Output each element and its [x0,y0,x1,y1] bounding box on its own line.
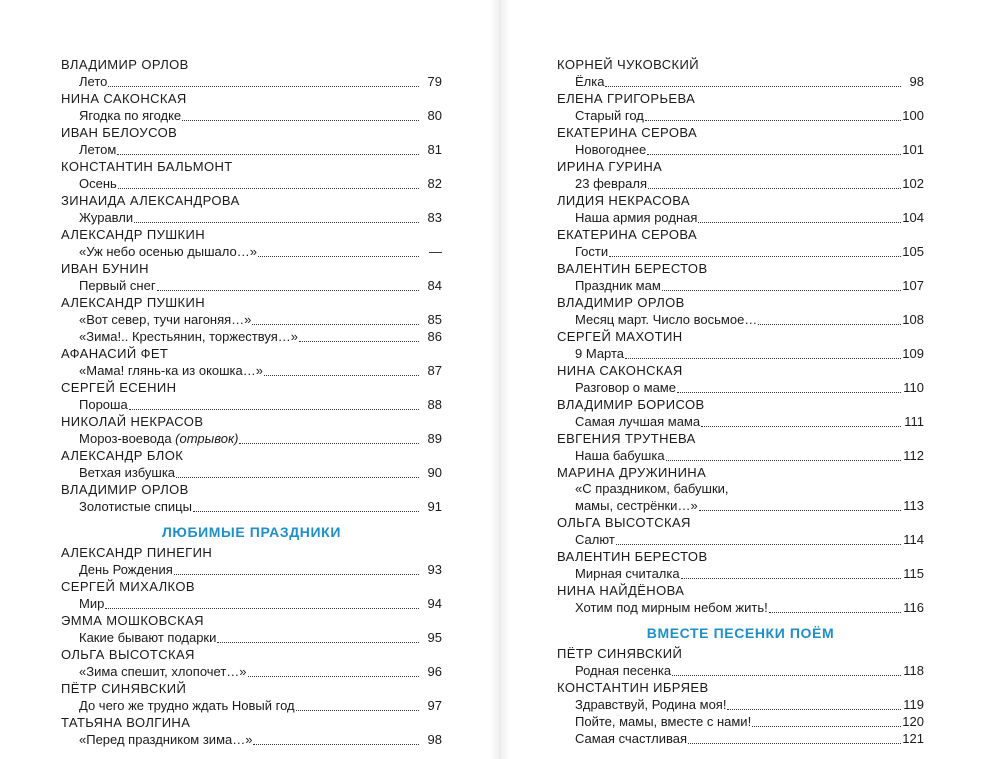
toc-entry[interactable] [557,599,924,616]
entry-title-text: Родная песенка [575,662,672,678]
entry-title-text: «Вот север, тучи нагоняя…» [79,311,252,327]
entry-title [79,630,216,647]
page-number: 94 [427,595,442,611]
dot-leader [118,175,419,189]
entry-title [575,566,680,583]
entry-title-text: «Перед праздником зима…» [79,731,253,747]
author-name: СЕРГЕЙ ЕСЕНИН [61,380,177,395]
toc-author-block [61,380,442,413]
page-number: 90 [427,464,442,480]
toc-entry[interactable] [557,175,924,192]
entry-title-text: «Мама! глянь-ка из окошка…» [79,362,263,378]
right-toc-part-1 [557,57,924,616]
dot-leader [677,379,901,393]
dot-leader [252,311,419,325]
page-number: 113 [903,497,924,513]
toc-author-block [557,261,924,294]
toc-author-block [557,583,924,616]
entry-title-text: Ёлка [575,73,605,89]
dot-leader [296,697,419,711]
entry-title [79,431,238,448]
toc-author-block [557,329,924,362]
entry-title [79,176,117,193]
author-name: НИКОЛАЙ НЕКРАСОВ [61,414,204,429]
entry-title-text: Салют [575,531,615,547]
dot-leader [672,662,901,676]
entry-title [79,732,252,749]
entry-title-text: До чего же трудно ждать Новый год [79,697,295,713]
page-number: 110 [903,379,924,395]
dot-leader [248,663,419,677]
toc-author-block [61,613,442,646]
toc-entry[interactable] [557,662,924,679]
entry-title-text: «Уж небо осенью дышало…» [79,243,257,259]
author-name: НИНА САКОНСКАЯ [61,91,187,106]
entry-title-text: Ветхая избушка [79,464,176,480]
toc-entry[interactable] [557,73,924,90]
dot-leader [129,396,419,410]
author-name: ВЛАДИМИР ОРЛОВ [61,57,189,72]
entry-title-text: Золотистые спицы [79,498,192,514]
page-number: 105 [902,243,924,259]
toc-entry[interactable] [557,345,924,362]
page-number: 116 [903,599,924,615]
entry-title-text: Новогоднее [575,141,647,157]
entry-title [575,74,604,91]
page-number: 85 [427,311,442,327]
author-name: АЛЕКСАНДР ПУШКИН [61,227,206,242]
entry-title [575,532,615,549]
toc-author-block [557,549,924,582]
toc-entry[interactable] [61,107,442,124]
page-number: 80 [427,107,442,123]
entry-title [575,663,671,680]
toc-entry[interactable] [61,362,442,379]
entry-title [575,448,665,465]
toc-author-block [557,465,924,514]
toc-entry[interactable] [557,379,924,396]
author-name: ВАЛЕНТИН БЕРЕСТОВ [557,261,708,276]
entry-title-text: 23 февраля [575,175,647,191]
page-number: 98 [909,73,924,89]
page-number: 101 [902,141,924,157]
entry-title-text: Старый год [575,107,644,123]
toc-author-block [557,515,924,548]
toc-entry[interactable] [61,498,442,515]
toc-author-block [557,57,924,90]
toc-entry[interactable] [61,141,442,158]
entry-title-text: Осень [79,175,117,191]
toc-entry[interactable] [557,413,924,430]
entry-title-text: Какие бывают подарки [79,629,217,645]
entry-title [575,731,687,748]
page-number: 118 [903,662,924,678]
entry-title-text: Журавли [79,209,134,225]
toc-author-block [61,545,442,578]
toc-entry[interactable] [61,561,442,578]
page-number: 115 [903,565,924,581]
toc-entry[interactable] [61,396,442,413]
entry-title-text: Мороз-воевода [79,430,176,446]
entry-title-text: День Рождения [79,561,173,577]
toc-author-block [557,680,924,747]
dot-leader [264,362,419,376]
dot-leader [662,277,901,291]
entry-title-text: Гости [575,243,609,259]
right-toc-part-2 [557,646,924,747]
toc-entry[interactable] [61,595,442,612]
author-name: ИВАН БЕЛОУСОВ [61,125,178,140]
section-heading-sing-together: ВМЕСТЕ ПЕСЕНКИ ПОЁМ [646,625,835,641]
author-name: АЛЕКСАНДР ПУШКИН [61,295,206,310]
dot-leader [253,731,419,745]
dot-leader [701,413,901,427]
toc-entry[interactable] [61,328,442,345]
entry-title [575,142,646,159]
toc-entry[interactable] [557,243,924,260]
entry-title [79,664,247,681]
toc-author-block [557,125,924,158]
toc-author-block [61,482,442,515]
dot-leader [647,141,901,155]
toc-author-block [557,295,924,328]
entry-title-line: «С праздником, бабушки, [575,481,729,496]
dot-leader [616,531,901,545]
entry-title [79,499,192,516]
toc-author-block [61,414,442,447]
page-number: 88 [427,396,442,412]
entry-title-text: мамы, сестрёнки…» [575,497,698,513]
toc-author-block [61,715,442,748]
author-name: ВАЛЕНТИН БЕРЕСТОВ [557,549,708,564]
toc-entry[interactable] [557,696,924,713]
dot-leader [645,107,901,121]
entry-title [575,278,661,295]
author-name: АЛЕКСАНДР БЛОК [61,448,184,463]
page-number: 83 [427,209,442,225]
page-number: 100 [902,107,924,123]
author-name: НИНА НАЙДЁНОВА [557,583,685,598]
entry-title [79,363,263,380]
page-number: 102 [902,175,924,191]
toc-entry[interactable] [61,430,442,447]
page-number: 119 [903,696,924,712]
author-name: СЕРГЕЙ МИХАЛКОВ [61,579,195,594]
entry-title-text: Ягодка по ягодке [79,107,182,123]
dot-leader [698,209,901,223]
dot-leader [605,73,901,87]
entry-title-text: Праздник мам [575,277,661,293]
toc-entry[interactable] [61,731,442,748]
entry-title [79,142,116,159]
entry-title-text: Наша бабушка [575,447,665,463]
dot-leader [648,175,901,189]
entry-title [79,210,133,227]
toc-entry[interactable] [557,565,924,582]
author-name: ЕКАТЕРИНА СЕРОВА [557,227,698,242]
toc-entry[interactable] [557,713,924,730]
toc-author-block [557,193,924,226]
entry-title [575,697,726,714]
entry-title [575,244,608,261]
author-name: ПЁТР СИНЯВСКИЙ [61,681,187,696]
page-number: 108 [902,311,924,327]
dot-leader [609,243,901,257]
entry-title [79,244,257,261]
right-page [500,0,1000,759]
toc-author-block [61,193,442,226]
page-number: 79 [427,73,442,89]
dot-leader [752,713,901,727]
toc-author-block [557,227,924,260]
author-name: ЕКАТЕРИНА СЕРОВА [557,125,698,140]
section-heading-favorite-holidays: ЛЮБИМЫЕ ПРАЗДНИКИ [162,524,341,540]
toc-entry[interactable] [557,107,924,124]
dot-leader [625,345,901,359]
dot-leader [176,464,419,478]
entry-title [79,74,107,91]
entry-title [79,596,104,613]
toc-entry[interactable] [61,663,442,680]
author-name: КОРНЕЙ ЧУКОВСКИЙ [557,57,699,72]
page-number: 89 [427,430,442,446]
entry-title [79,698,295,715]
dot-leader [105,595,419,609]
toc-author-block [61,57,442,90]
toc-author-block [61,91,442,124]
page-number: 91 [427,498,442,514]
dot-leader [666,447,901,461]
entry-title [575,108,644,125]
entry-title [575,600,768,617]
author-name: ЕВГЕНИЯ ТРУТНЕВА [557,431,696,446]
entry-title-text: Наша армия родная [575,209,698,225]
entry-title [575,210,697,227]
entry-title-text: Лето [79,73,108,89]
toc-entry[interactable] [61,73,442,90]
dot-leader [299,328,419,342]
dot-leader [174,561,419,575]
page-number: 95 [427,629,442,645]
author-name: КОНСТАНТИН ИБРЯЕВ [557,680,709,695]
toc-entry[interactable] [557,730,924,747]
toc-entry[interactable] [557,531,924,548]
page-number: 104 [902,209,924,225]
author-name: ЗИНАИДА АЛЕКСАНДРОВА [61,193,240,208]
page-number: — [429,243,442,259]
dot-leader [182,107,419,121]
page-number: 86 [427,328,442,344]
toc-entry[interactable] [61,464,442,481]
dot-leader [681,565,901,579]
page-number: 109 [902,345,924,361]
toc-author-block [557,397,924,430]
entry-title-text: Пороша [79,396,128,412]
toc-author-block [557,91,924,124]
page-number: 98 [427,731,442,747]
author-name: МАРИНА ДРУЖИНИНА [557,465,707,480]
entry-title-text: Самая счастливая [575,730,687,746]
toc-entry[interactable] [557,497,924,514]
page-number: 120 [902,713,924,729]
entry-title-text: Пойте, мамы, вместе с нами! [575,713,752,729]
entry-title [79,329,298,346]
toc-author-block [61,448,442,481]
entry-title-text: Самая лучшая мама [575,413,701,429]
entry-title [575,312,757,329]
entry-title [575,380,676,397]
page-number: 97 [427,697,442,713]
author-name: ЕЛЕНА ГРИГОРЬЕВА [557,91,696,106]
page-number: 87 [427,362,442,378]
entry-title-text: «Зима спешит, хлопочет…» [79,663,247,679]
toc-author-block [61,346,442,379]
entry-title-text: Здравствуй, Родина моя! [575,696,727,712]
toc-author-block [557,646,924,679]
toc-entry[interactable] [557,277,924,294]
entry-title [575,176,647,193]
author-name: ИРИНА ГУРИНА [557,159,663,174]
entry-title-text: Разговор о маме [575,379,676,395]
dot-leader [727,696,901,710]
page-number: 121 [902,730,924,746]
author-name: ВЛАДИМИР ОРЛОВ [61,482,189,497]
page-number: 84 [427,277,442,293]
dot-leader [758,311,901,325]
toc-author-block [61,159,442,192]
toc-author-block [557,159,924,192]
page-number: 96 [427,663,442,679]
dot-leader [117,141,419,155]
author-name: ОЛЬГА ВЫСОТСКАЯ [557,515,691,530]
dot-leader [258,243,419,257]
dot-leader [157,277,419,291]
dot-leader [239,430,419,444]
entry-title-text: «Зима!.. Крестьянин, торжествуя…» [79,328,298,344]
author-name: ВЛАДИМИР БОРИСОВ [557,397,705,412]
entry-note: (отрывок) [175,430,239,446]
toc-entry[interactable] [557,141,924,158]
dot-leader [134,209,419,223]
author-name: ТАТЬЯНА ВОЛГИНА [61,715,191,730]
author-name: АЛЕКСАНДР ПИНЕГИН [61,545,213,560]
page-number: 107 [902,277,924,293]
author-name: ВЛАДИМИР ОРЛОВ [557,295,685,310]
left-toc-part-1 [61,57,442,515]
entry-title-text: Мир [79,595,105,611]
author-name: ЛИДИЯ НЕКРАСОВА [557,193,690,208]
entry-title [79,108,181,125]
author-name: АФАНАСИЙ ФЕТ [61,346,169,361]
toc-entry[interactable] [557,311,924,328]
page-number: 82 [427,175,442,191]
entry-title [79,278,156,295]
left-toc-part-2 [61,545,442,748]
toc-author-block [61,227,442,260]
entry-title-text: 9 Марта [575,345,625,361]
author-name: ПЁТР СИНЯВСКИЙ [557,646,683,661]
author-name: СЕРГЕЙ МАХОТИН [557,329,683,344]
toc-entry[interactable] [61,697,442,714]
author-name: НИНА САКОНСКАЯ [557,363,683,378]
toc-entry[interactable] [61,175,442,192]
page-number: 111 [904,413,924,429]
entry-title-text: Мирная считалка [575,565,680,581]
entry-title [575,414,700,431]
dot-leader [217,629,419,643]
page-number: 81 [427,141,442,157]
entry-title-text: Первый снег [79,277,156,293]
entry-title-text: Летом [79,141,117,157]
toc-entry[interactable] [61,629,442,646]
entry-title [575,714,751,731]
toc-author-block [61,125,442,158]
entry-title [575,498,698,515]
toc-author-block [61,295,442,345]
author-name: ОЛЬГА ВЫСОТСКАЯ [61,647,195,662]
entry-title [79,465,175,482]
entry-title [79,312,251,329]
toc-author-block [61,681,442,714]
entry-title [79,562,173,579]
toc-author-block [61,579,442,612]
toc-author-block [557,363,924,396]
toc-entry[interactable] [61,311,442,328]
dot-leader [688,730,901,744]
dot-leader [769,599,901,613]
page-number: 114 [903,531,924,547]
toc-entry[interactable] [61,209,442,226]
author-name: КОНСТАНТИН БАЛЬМОНТ [61,159,233,174]
page-number: 112 [903,447,924,463]
entry-title-text: Месяц март. Число восьмое… [575,311,758,327]
dot-leader [193,498,419,512]
toc-entry[interactable] [61,243,442,260]
toc-author-block [61,647,442,680]
toc-entry[interactable] [557,447,924,464]
entry-title [79,397,128,414]
entry-title-text: Хотим под мирным небом жить! [575,599,768,615]
author-name: ЭММА МОШКОВСКАЯ [61,613,204,628]
entry-title [575,346,624,363]
toc-author-block [61,261,442,294]
author-name: ИВАН БУНИН [61,261,149,276]
page-number: 93 [427,561,442,577]
toc-entry[interactable] [61,277,442,294]
toc-entry[interactable] [557,209,924,226]
toc-author-block [557,431,924,464]
dot-leader [108,73,419,87]
dot-leader [699,497,901,511]
